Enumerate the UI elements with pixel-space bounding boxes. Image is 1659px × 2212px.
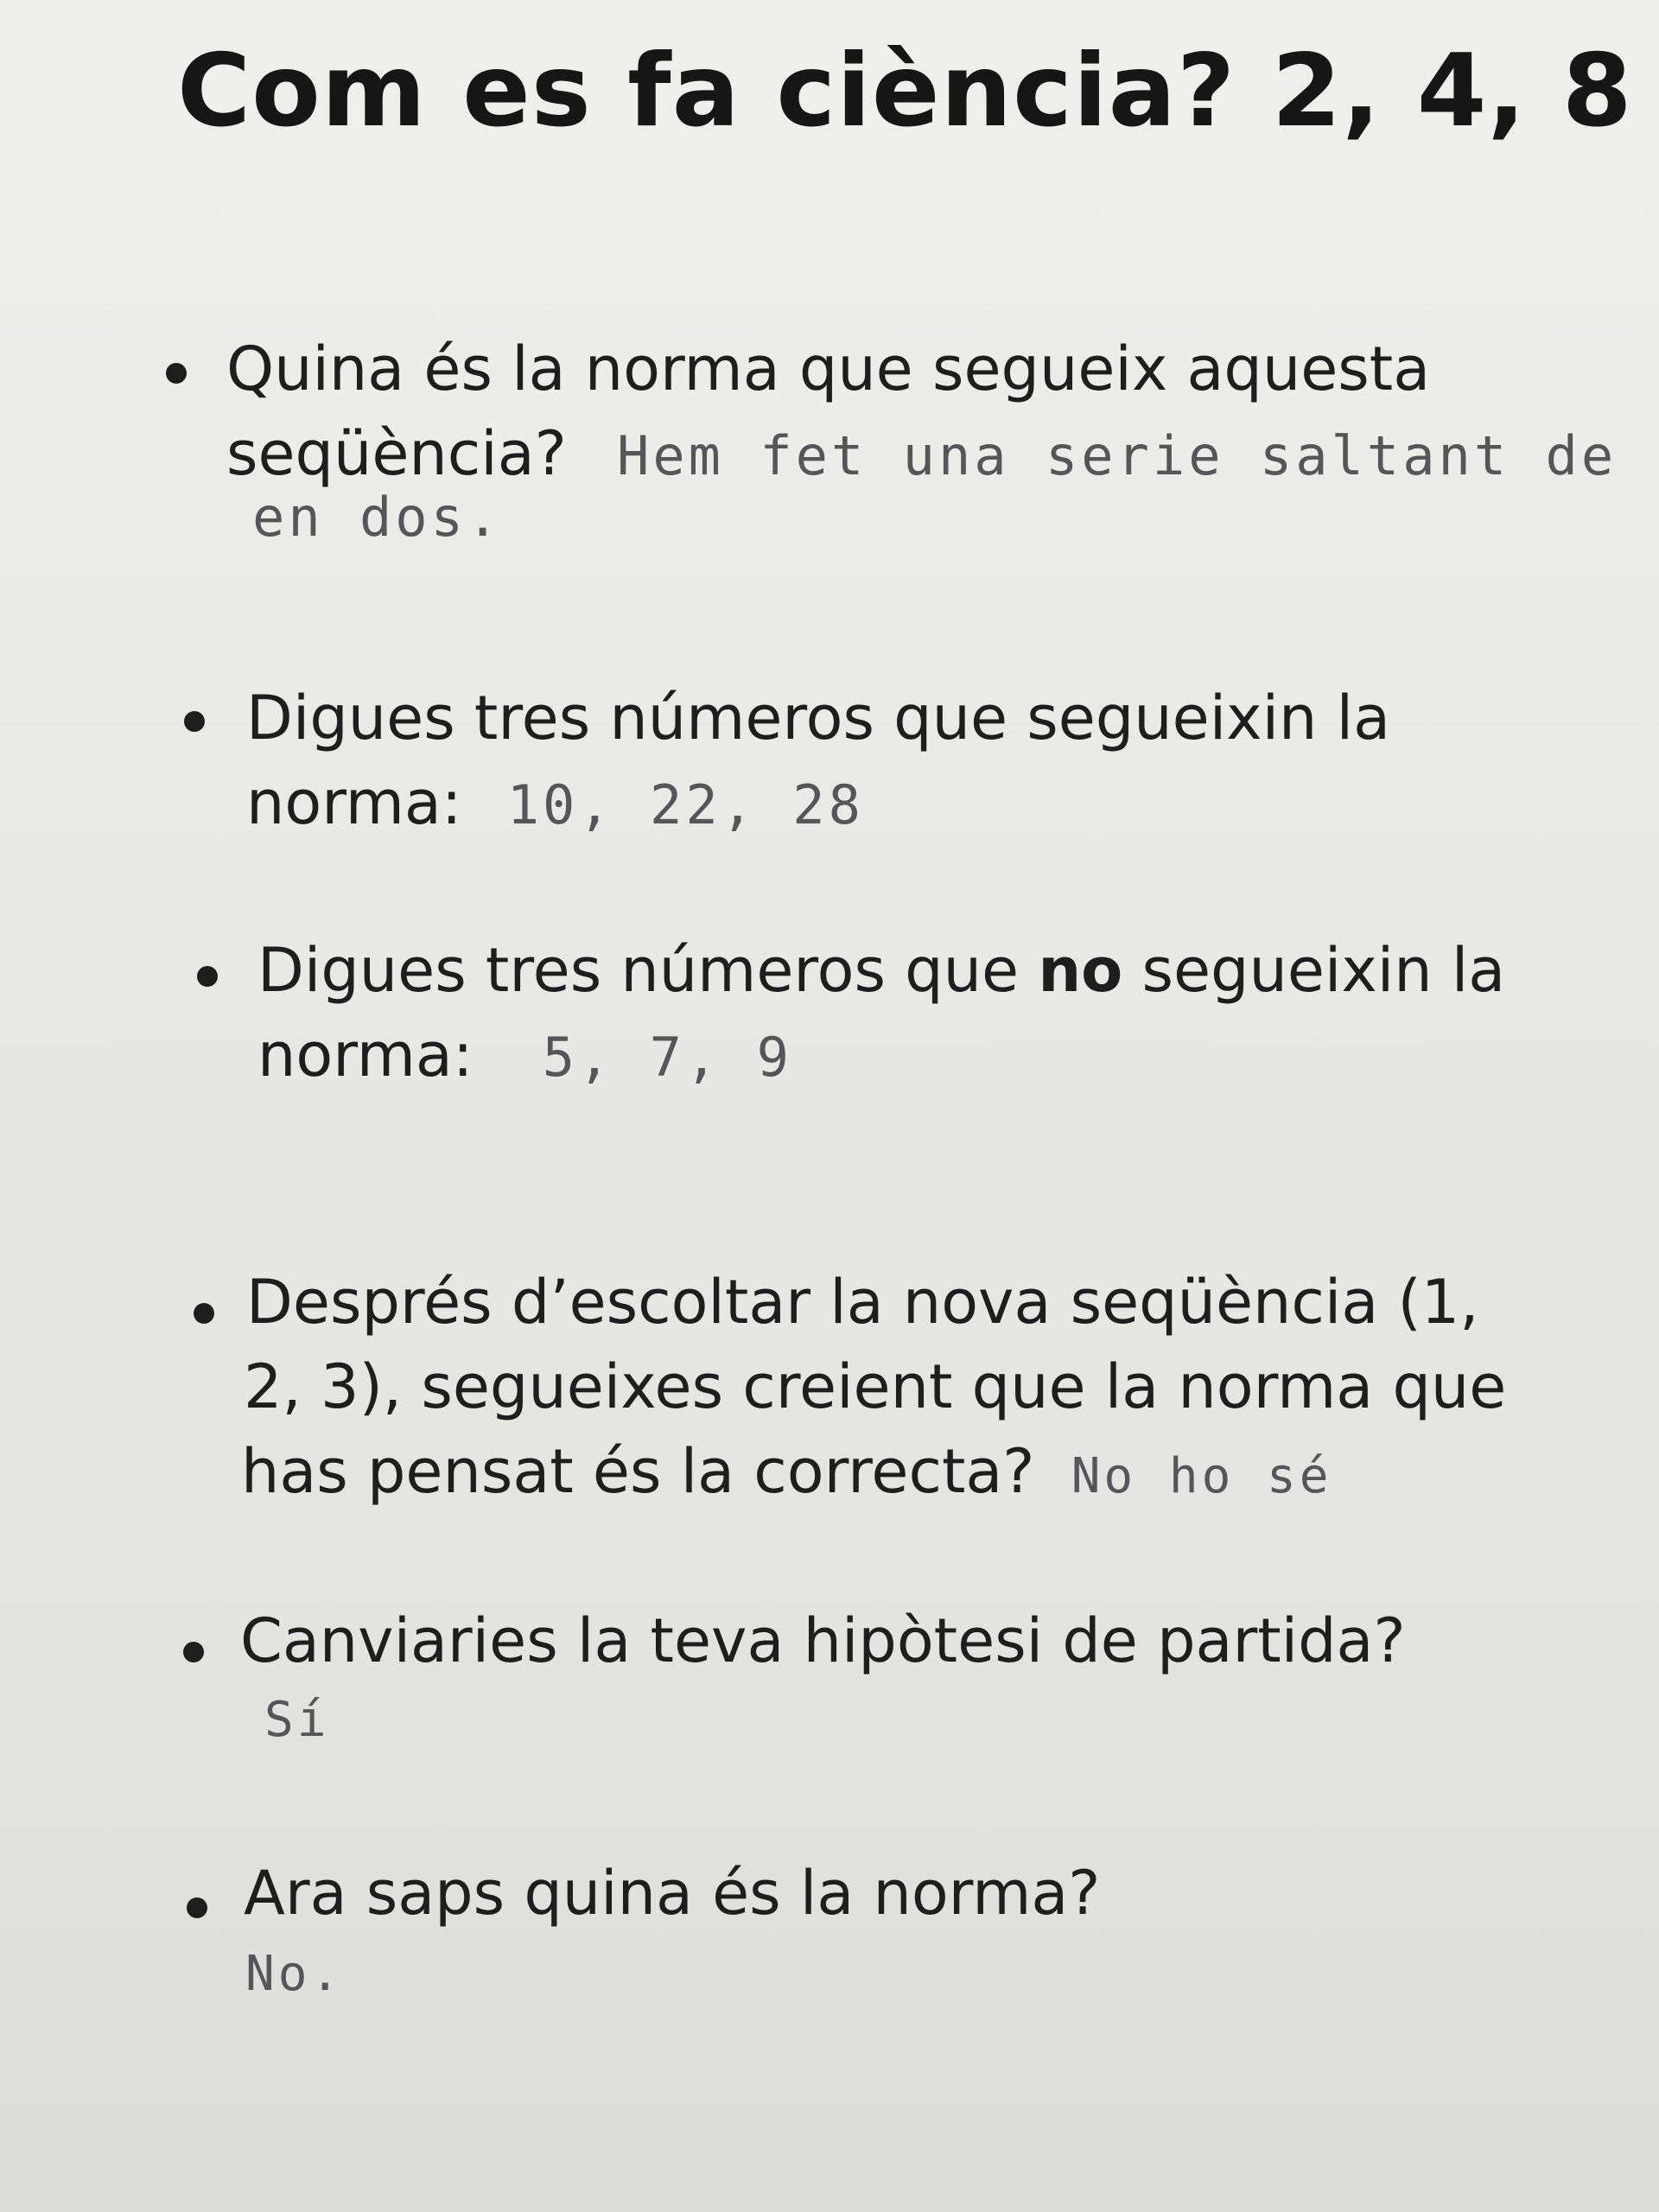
- answer-4: No ho sé: [1071, 1448, 1332, 1504]
- question-2: [246, 676, 1390, 848]
- answer-1-line-2: en dos.: [252, 486, 503, 549]
- question-3-emphasis: no: [1038, 935, 1123, 1006]
- page-title: Com es fa ciència? 2, 4, 8: [177, 33, 1633, 149]
- question-3-line-2: norma:: [257, 1020, 474, 1090]
- question-1: [226, 327, 1617, 552]
- question-4-line-3: has pensat és la correcta?: [241, 1436, 1035, 1507]
- question-2-line-1: Digues tres números que segueixin la: [246, 683, 1390, 753]
- question-3-line-1-start: Digues tres números que: [257, 935, 1039, 1006]
- answer-5: Sí: [264, 1692, 330, 1748]
- answer-2: 10, 22, 28: [506, 773, 864, 836]
- question-1-line-1: Quina és la norma que segueix aquesta: [226, 334, 1431, 404]
- question-4-line-2: 2, 3), segueixes creient que la norma que: [244, 1351, 1507, 1422]
- answer-3: 5, 7, 9: [542, 1026, 792, 1089]
- bullet-icon: [194, 1303, 214, 1324]
- question-5-line-1: Canviaries la teva hipòtesi de partida?: [240, 1605, 1406, 1676]
- answer-6: No.: [245, 1946, 344, 2002]
- question-6-line-1: Ara saps quina és la norma?: [244, 1858, 1101, 1929]
- question-4-line-1: Després d’escoltar la nova seqüència (1,: [246, 1267, 1479, 1338]
- question-3-line-1-end: segueixin la: [1122, 935, 1506, 1006]
- bullet-icon: [183, 1642, 204, 1662]
- question-2-line-2: norma:: [246, 767, 462, 838]
- bullet-icon: [184, 711, 205, 732]
- bullet-icon: [187, 1897, 207, 1918]
- question-3: [257, 928, 1505, 1100]
- bullet-icon: [166, 363, 187, 384]
- answer-1-line-1: Hem fet una serie saltant de: [617, 424, 1618, 487]
- question-1-line-2: seqüència?: [226, 418, 567, 489]
- question-4: [241, 1260, 1507, 1519]
- question-5: [240, 1599, 1406, 1763]
- bullet-icon: [197, 966, 218, 987]
- question-6: [244, 1851, 1100, 2017]
